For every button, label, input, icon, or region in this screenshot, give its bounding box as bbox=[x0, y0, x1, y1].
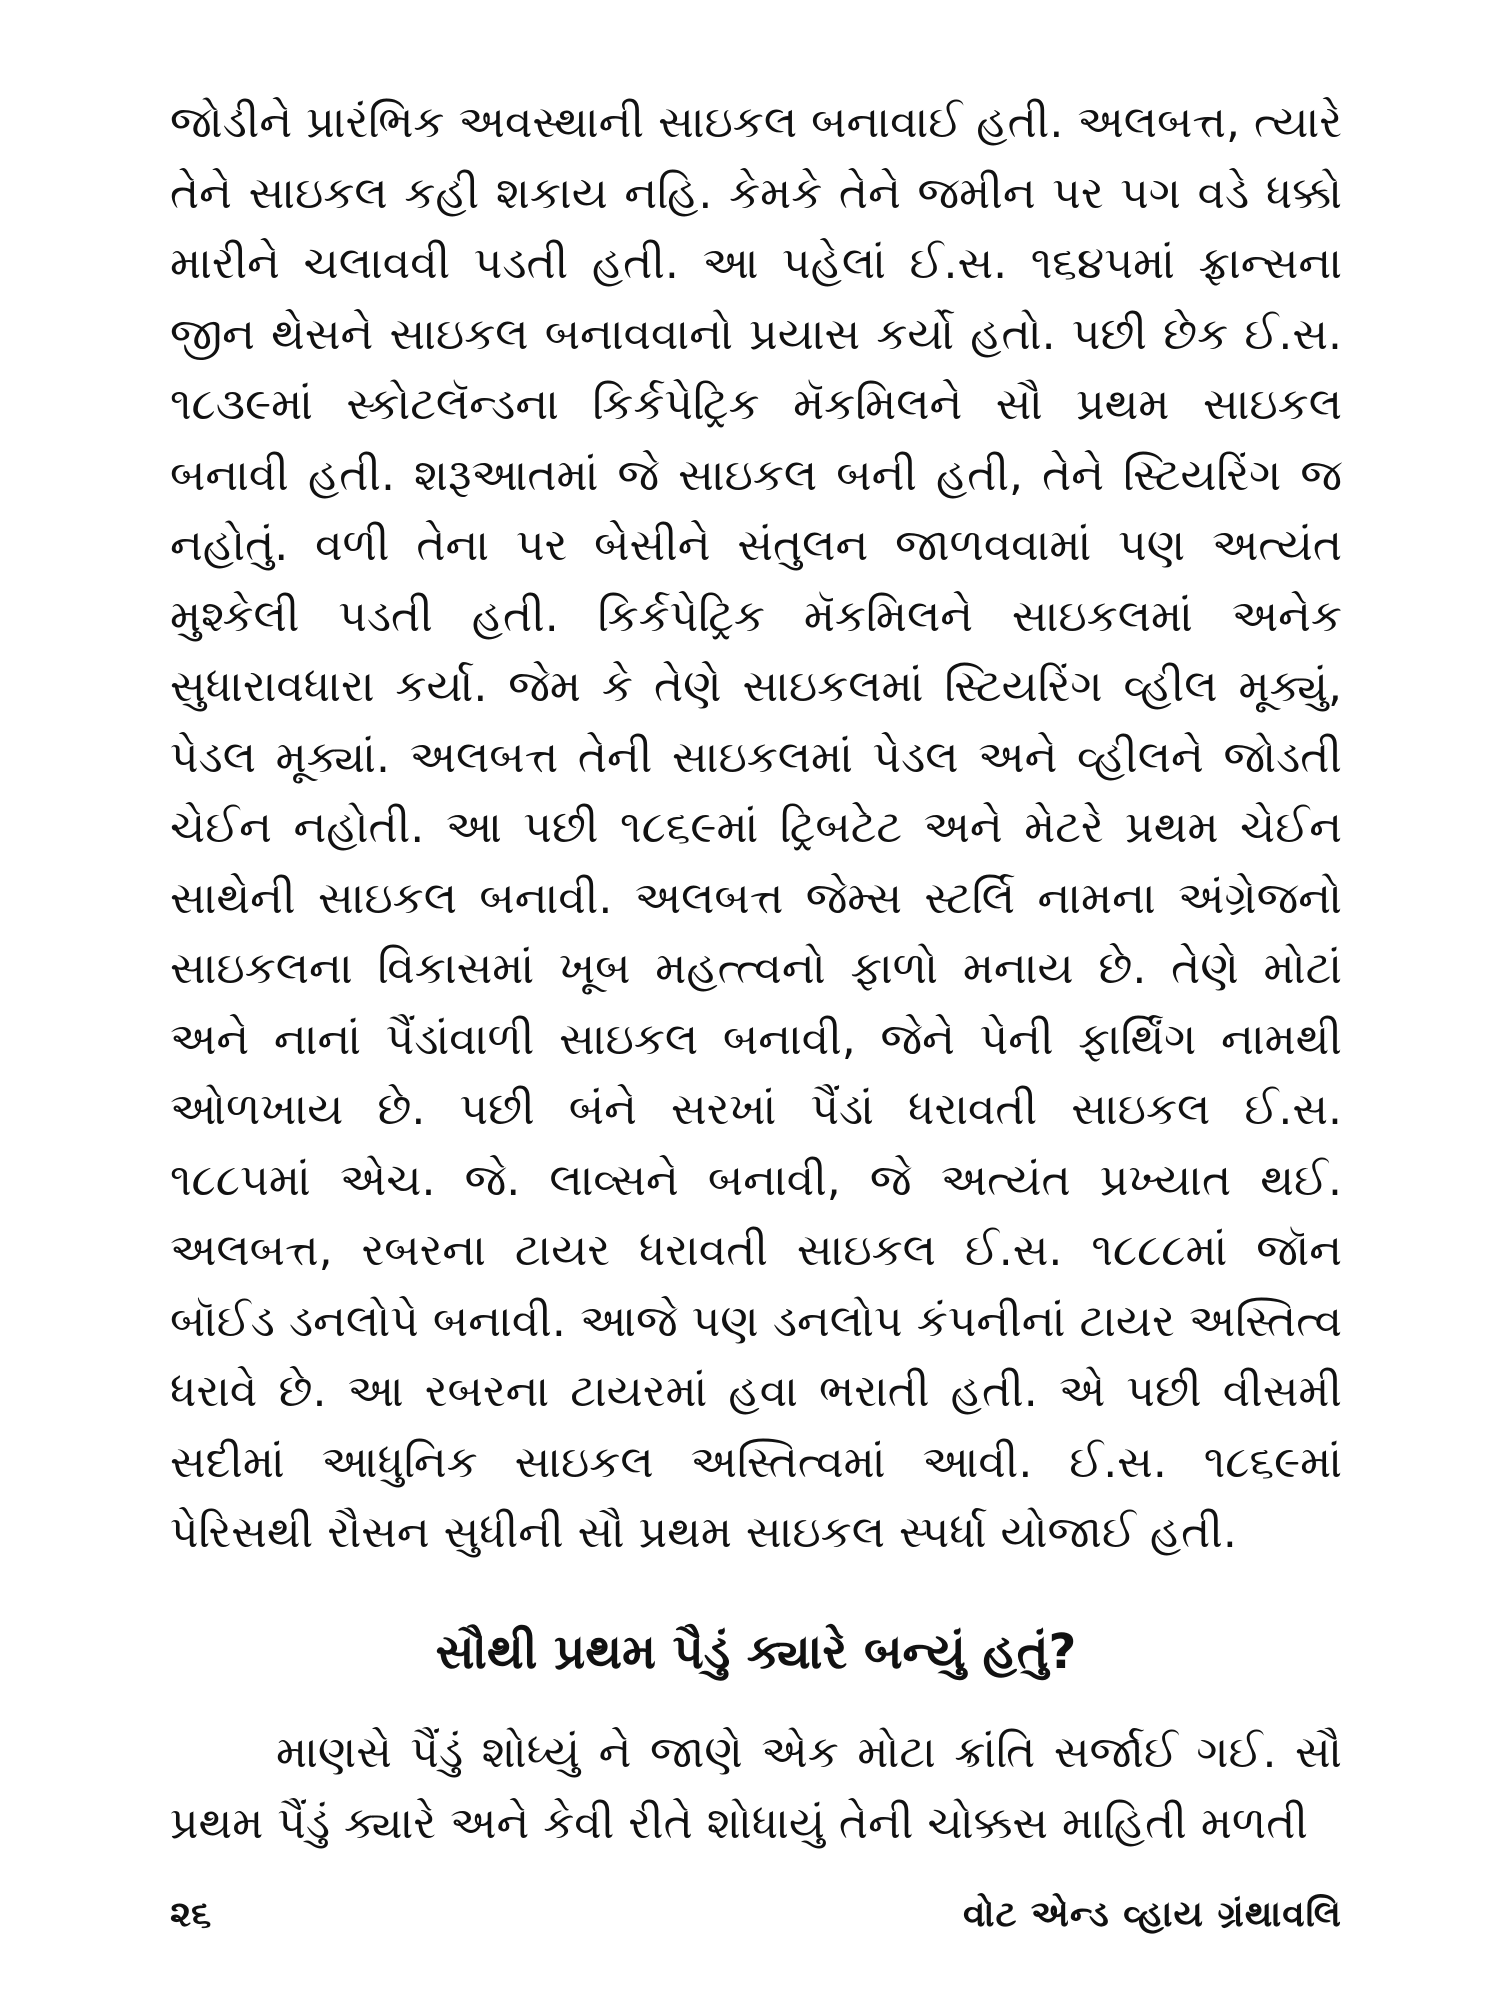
body-line: મારીને ચલાવવી પડતી હતી. આ પહેલાં ઈ.સ. ૧૬૪૫માં ફ્રાન્સના bbox=[170, 238, 1342, 289]
body-line: ૧૮૮૫માં એચ. જે. લાવ્સને બનાવી, જે અત્યંત પ્રખ્યાત થઈ. bbox=[170, 1154, 1342, 1206]
series-title: વોટ એન્ડ વ્હાય ગ્રંથાવલિ bbox=[963, 1894, 1342, 1935]
body-line: પેડલ મૂક્યાં. અલબત્ત તેની સાઇકલમાં પેડલ અને વ્હીલને જોડતી bbox=[170, 731, 1342, 783]
body-line: નહોતું. વળી તેના પર બેસીને સંતુલન જાળવવામાં પણ અત્યંત bbox=[170, 520, 1342, 571]
body-line: તેને સાઇકલ કહી શકાય નહિ. કેમકે તેને જમીન પર પગ વડે ધક્કો bbox=[170, 167, 1342, 219]
body-line: જીન થેસને સાઇકલ બનાવવાનો પ્રયાસ કર્યો હતો. પછી છેક ઈ.સ. bbox=[170, 308, 1342, 360]
body-line: અને નાનાં પૈંડાંવાળી સાઇકલ બનાવી, જેને પેની ફાર્થિંગ નામથી bbox=[170, 1013, 1342, 1065]
body-line: સુધારાવધારા કર્યા. જેમ કે તેણે સાઇકલમાં સ્ટિયરિંગ વ્હીલ મૂક્યું, bbox=[170, 661, 1342, 712]
body-line: જોડીને પ્રારંભિક અવસ્થાની સાઇકલ બનાવાઈ હતી. અલબત્ત, ત્યારે bbox=[170, 97, 1342, 148]
body-line: ચેઈન નહોતી. આ પછી ૧૮૬૯માં ટ્રિબટેટ અને મેટરે પ્રથમ ચેઈન bbox=[170, 802, 1342, 853]
body-line: બૉઈડ ડનલોપે બનાવી. આજે પણ ડનલોપ કંપનીનાં ટાયર અસ્તિત્વ bbox=[170, 1295, 1342, 1347]
body-line: બનાવી હતી. શરૂઆતમાં જે સાઇકલ બની હતી, તેને સ્ટિયરિંગ જ bbox=[170, 449, 1342, 501]
page-number: ૨૬ bbox=[170, 1894, 212, 1935]
body-line: ધરાવે છે. આ રબરના ટાયરમાં હવા ભરાતી હતી. એ પછી વીસમી bbox=[170, 1366, 1342, 1417]
body-line: ૧૮૩૯માં સ્કોટલૅન્ડના કિર્કપેટ્રિક મૅકમિલને સૌ પ્રથમ સાઇકલ bbox=[170, 379, 1342, 430]
page-footer bbox=[170, 1885, 1342, 1945]
body-line: ઓળખાય છે. પછી બંને સરખાં પૈંડાં ધરાવતી સાઇકલ ઈ.સ. bbox=[170, 1084, 1342, 1135]
body-line: અલબત્ત, રબરના ટાયર ધરાવતી સાઇકલ ઈ.સ. ૧૮૮૮માં જૉન bbox=[170, 1225, 1342, 1276]
body-paragraph bbox=[170, 88, 1342, 1569]
body-line: મુશ્કેલી પડતી હતી. કિર્કપેટ્રિક મૅકમિલને સાઇકલમાં અનેક bbox=[170, 590, 1342, 642]
body-line: સદીમાં આધુનિક સાઇકલ અસ્તિત્વમાં આવી. ઈ.સ. ૧૮૬૯માં bbox=[170, 1436, 1342, 1488]
paragraph-line: માણસે પૈંડું શોધ્યું ને જાણે એક મોટા ક્રાંતિ સર્જાઈ ગઈ. સૌ bbox=[276, 1727, 1342, 1778]
body-line: સાઇકલના વિકાસમાં ખૂબ મહત્ત્વનો ફાળો મનાય છે. તેણે મોટાં bbox=[170, 943, 1342, 994]
body-line: સાથેની સાઇકલ બનાવી. અલબત્ત જેમ્સ સ્ટર્લિ નામના અંગ્રેજનો bbox=[170, 872, 1342, 924]
section-heading: સૌથી પ્રથમ પૈડું ક્યારે બન્યું હતું? bbox=[435, 1624, 1077, 1680]
paragraph-line: પ્રથમ પૈંડું ક્યારે અને કેવી રીતે શોધાયું તેની ચોક્કસ માહિતી મળતી bbox=[170, 1797, 1308, 1849]
second-paragraph bbox=[170, 1718, 1342, 1859]
body-line: પેરિસથી રૌસન સુધીની સૌ પ્રથમ સાઇકલ સ્પર્ધા યોજાઈ હતી. bbox=[170, 1507, 1237, 1558]
